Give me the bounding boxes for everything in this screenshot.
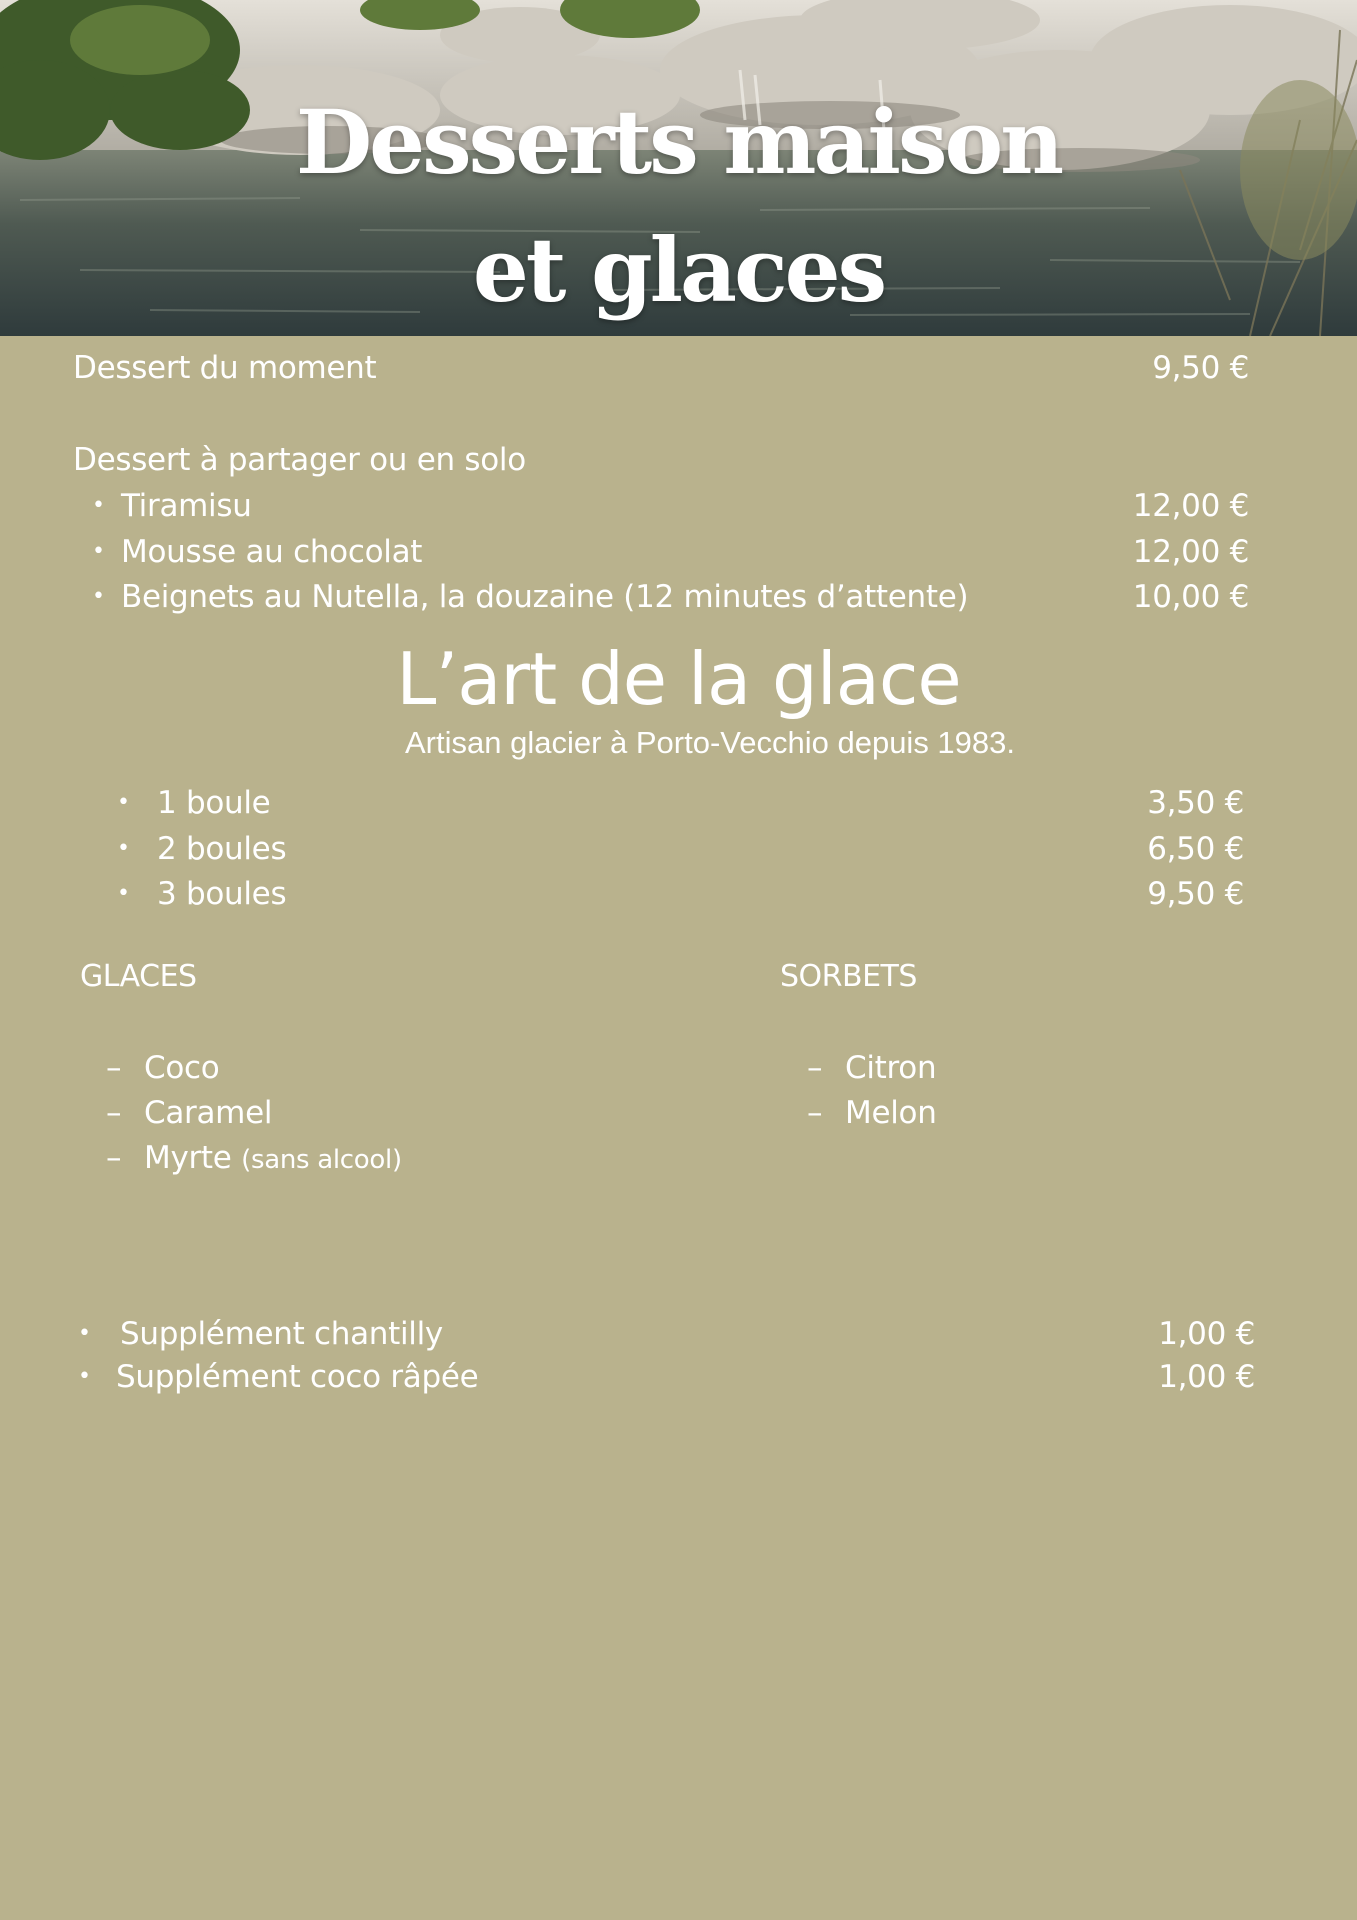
bullet-icon: • bbox=[117, 790, 130, 815]
page-title-line2: et glaces bbox=[472, 218, 885, 322]
boule-label: 2 boules bbox=[157, 831, 287, 867]
bullet-icon: • bbox=[117, 881, 130, 906]
dessert-partager-heading: Dessert à partager ou en solo bbox=[73, 442, 526, 478]
dessert-item-label: Mousse au chocolat bbox=[121, 534, 423, 570]
hero-banner bbox=[0, 0, 1357, 336]
bullet-icon: • bbox=[92, 584, 105, 609]
supplement-price: 1,00 € bbox=[1158, 1316, 1255, 1352]
glace-flavor: Coco bbox=[144, 1050, 220, 1086]
bullet-icon: • bbox=[92, 493, 105, 518]
boule-label: 3 boules bbox=[157, 876, 287, 912]
bullet-icon: • bbox=[92, 539, 105, 564]
dessert-moment-price: 9,50 € bbox=[1152, 350, 1249, 386]
dash-icon: – bbox=[106, 1050, 122, 1086]
boule-price: 9,50 € bbox=[1147, 876, 1244, 912]
supplement-label: Supplément coco râpée bbox=[116, 1359, 479, 1395]
dessert-item-label: Beignets au Nutella, la douzaine (12 minutes d’attente) bbox=[121, 579, 969, 615]
boule-price: 3,50 € bbox=[1147, 785, 1244, 821]
glace-flavor-note: (sans alcool) bbox=[241, 1145, 402, 1175]
dash-icon: – bbox=[807, 1095, 823, 1131]
supplement-price: 1,00 € bbox=[1158, 1359, 1255, 1395]
page-title bbox=[0, 78, 1357, 334]
dessert-moment-label: Dessert du moment bbox=[73, 350, 377, 386]
dessert-item-label: Tiramisu bbox=[121, 488, 252, 524]
dessert-item-price: 12,00 € bbox=[1132, 534, 1249, 570]
bullet-icon: • bbox=[78, 1364, 91, 1389]
glace-flavor bbox=[144, 1138, 402, 1180]
sorbet-flavor: Citron bbox=[845, 1050, 937, 1086]
page-title-line1: Desserts maison bbox=[295, 90, 1062, 194]
dessert-item-price: 12,00 € bbox=[1132, 488, 1249, 524]
section-subtitle-glace: Artisan glacier à Porto-Vecchio depuis 1983. bbox=[404, 725, 1016, 760]
glace-flavor: Caramel bbox=[144, 1095, 273, 1131]
glace-flavor-name: Myrte bbox=[144, 1140, 232, 1176]
glaces-heading: GLACES bbox=[80, 959, 197, 994]
boule-label: 1 boule bbox=[157, 785, 271, 821]
bullet-icon: • bbox=[117, 836, 130, 861]
boule-price: 6,50 € bbox=[1147, 831, 1244, 867]
dash-icon: – bbox=[106, 1095, 122, 1131]
bullet-icon: • bbox=[78, 1321, 91, 1346]
dash-icon: – bbox=[106, 1140, 122, 1176]
sorbets-heading: SORBETS bbox=[780, 959, 917, 994]
dessert-item-price: 10,00 € bbox=[1132, 579, 1249, 615]
dash-icon: – bbox=[807, 1050, 823, 1086]
sorbet-flavor: Melon bbox=[845, 1095, 937, 1131]
section-title-glace: L’art de la glace bbox=[396, 637, 961, 721]
supplement-label: Supplément chantilly bbox=[120, 1316, 443, 1352]
